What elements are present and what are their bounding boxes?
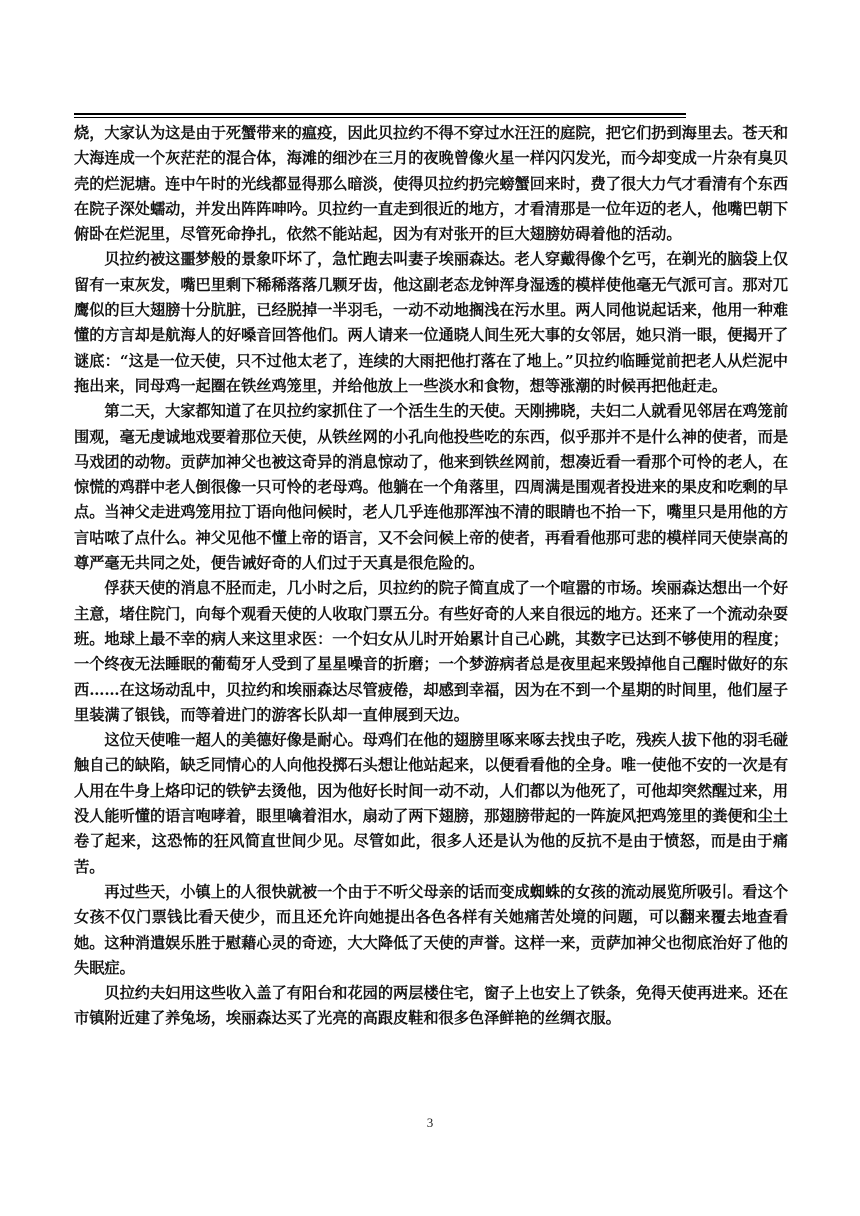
paragraph: 贝拉约被这噩梦般的景象吓坏了，急忙跑去叫妻子埃丽森达。老人穿戴得像个乞丐，在剃光的脑袋上仅留有一束灰发，嘴巴里剩下稀稀落落几颗牙齿，他这副老态龙钟浑身湿透的模样使他毫无气派可言。那对兀鹰似的巨大翅膀十分肮脏，已经脱掉一半羽毛，一动不动地搁浅在污水里。两人同他说起话来，他用一种难懂的方言却是航海人的好嗓音回答他们。两人请来一位通晓人间生死大事的女邻居，她只消一眼，便揭开了谜底：“这是一位天使，只不过他太老了，连续的大雨把他打落在了地上。”贝拉约临睡觉前把老人从烂泥中拖出来，同母鸡一起圈在铁丝鸡笼里，并给他放上一些淡水和食物，想等涨潮的时候再把他赶走。 [74, 250, 788, 395]
paragraph: 烧，大家认为这是由于死蟹带来的瘟疫，因此贝拉约不得不穿过水汪汪的庭院，把它们扔到海里去。苍天和大海连成一个灰茫茫的混合体，海滩的细沙在三月的夜晚曾像火星一样闪闪发光，而今却变成一片杂有臭贝壳的烂泥塘。连中午时的光线都显得那么暗淡，使得贝拉约扔完螃蟹回来时，费了很大力气才看清有个东西在院子深处蠕动，并发出阵阵呻吟。贝拉约一直走到很近的地方，才看清那是一位年迈的老人，他嘴巴朝下俯卧在烂泥里，尽管死命挣扎，依然不能站起，因为有对张开的巨大翅膀妨碍着他的活动。 [74, 124, 788, 244]
header-rule [74, 113, 686, 115]
header-rule-thin [74, 117, 686, 118]
body-text [74, 121, 788, 1032]
paragraph: 贝拉约夫妇用这些收入盖了有阳台和花园的两层楼住宅，窗子上也安上了铁条，免得天使再进来。还在市镇附近建了养兔场，埃丽森达买了光亮的高跟皮鞋和很多色泽鲜艳的丝绸衣服。 [74, 984, 788, 1028]
paragraph: 这位天使唯一超人的美德好像是耐心。母鸡们在他的翅膀里啄来啄去找虫子吃，残疾人拔下他的羽毛碰触自己的缺陷，缺乏同情心的人向他投掷石头想让他站起来，以便看看他的全身。唯一使他不安的一次是有人用在牛身上烙印记的铁铲去烫他，因为他好长时间一动不动，人们都以为他死了，可他却突然醒过来，用没人能听懂的语言咆哮着，眼里噙着泪水，扇动了两下翅膀，那翅膀带起的一阵旋风把鸡笼里的粪便和尘土卷了起来，这恐怖的狂风简直世间少见。尽管如此，很多人还是认为他的反抗不是由于愤怒，而是由于痛苦。 [74, 731, 788, 876]
page-number: 3 [426, 1115, 434, 1130]
paragraph: 俘获天使的消息不胫而走，几小时之后，贝拉约的院子简直成了一个喧嚣的市场。埃丽森达想出一个好主意，堵住院门，向每个观看天使的人收取门票五分。有些好奇的人来自很远的地方。还来了一个流动杂耍班。地球上最不幸的病人来这里求医：一个妇女从儿时开始累计自己心跳，其数字已达到不够使用的程度；一个终夜无法睡眠的葡萄牙人受到了星星噪音的折磨；一个梦游病者总是夜里起来毁掉他自己醒时做好的东西……在这场动乱中，贝拉约和埃丽森达尽管疲倦，却感到幸福，因为在不到一个星期的时间里，他们屋子里装满了银钱，而等着进门的游客长队却一直伸展到天边。 [74, 579, 788, 724]
paragraph: 再过些天，小镇上的人很快就被一个由于不听父母亲的话而变成蜘蛛的女孩的流动展览所吸引。看这个女孩不仅门票钱比看天使少，而且还允许向她提出各色各样有关她痛苦处境的问题，可以翻来覆去地查看她。这种消遣娱乐胜于慰藉心灵的奇迹，大大降低了天使的声誉。这样一来，贡萨加神父也彻底治好了他的失眠症。 [74, 882, 788, 977]
paragraph: 第二天，大家都知道了在贝拉约家抓住了一个活生生的天使。天刚拂晓，夫妇二人就看见邻居在鸡笼前围观，毫无虔诚地戏要着那位天使，从铁丝网的小孔向他投些吃的东西，似乎那并不是什么神的使者，而是马戏团的动物。贡萨加神父也被这奇异的消息惊动了，他来到铁丝网前，想凑近看一看那个可怜的老人，在惊慌的鸡群中老人倒很像一只可怜的老母鸡。他躺在一个角落里，四周满是围观者投进来的果皮和吃剩的早点。当神父走进鸡笼用拉丁语向他问候时，老人几乎连他那浑浊不清的眼睛也不抬一下，嘴里只是用他的方言咕哝了点什么。神父见他不懂上帝的语言，又不会问候上帝的使者，再看看他那可悲的模样同天使崇高的尊严毫无共同之处，便告诫好奇的人们过于天真是很危险的。 [74, 402, 788, 573]
